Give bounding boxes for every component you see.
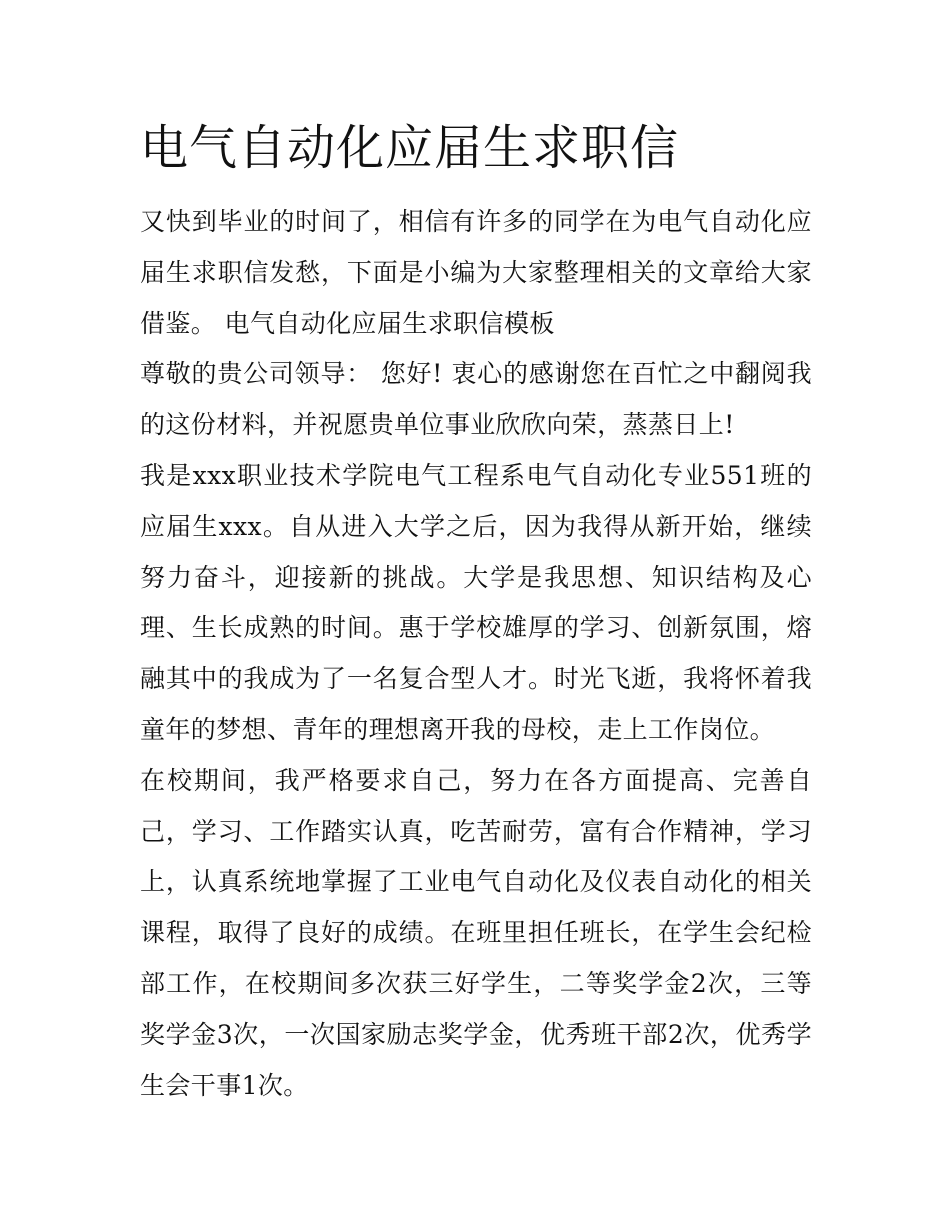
- document-title: 电气自动化应届生求职信: [140, 120, 680, 176]
- document-body: [140, 197, 812, 1111]
- self-introduction-paragraph: 我是xxx职业技术学院电气工程系电气自动化专业551班的应届生xxx。自从进入大学之后，因为我得从新开始，继续努力奋斗，迎接新的挑战。大学是我思想、知识结构及心理、生长成熟的时间。惠于学校雄厚的学习、创新氛围，熔融其中的我成为了一名复合型人才。时光飞逝，我将怀着我童年的梦想、青年的理想离开我的母校，走上工作岗位。: [140, 460, 812, 744]
- intro-paragraph: 又快到毕业的时间了，相信有许多的同学在为电气自动化应届生求职信发愁，下面是小编为大家整理相关的文章给大家借鉴。 电气自动化应届生求职信模板: [140, 207, 812, 338]
- school-achievements-paragraph: 在校期间，我严格要求自己，努力在各方面提高、完善自己，学习、工作踏实认真，吃苦耐劳，富有合作精神，学习上，认真系统地掌握了工业电气自动化及仪表自动化的相关课程，取得了良好的成绩。在班里担任班长，在学生会纪检部工作，在校期间多次获三好学生，二等奖学金2次，三等奖学金3次，一次国家励志奖学金，优秀班干部2次，优秀学生会干事1次。: [140, 765, 812, 1100]
- greeting-paragraph: 尊敬的贵公司领导： 您好! 衷心的感谢您在百忙之中翻阅我的这份材料，并祝愿贵单位事业欣欣向荣，蒸蒸日上!: [140, 359, 812, 440]
